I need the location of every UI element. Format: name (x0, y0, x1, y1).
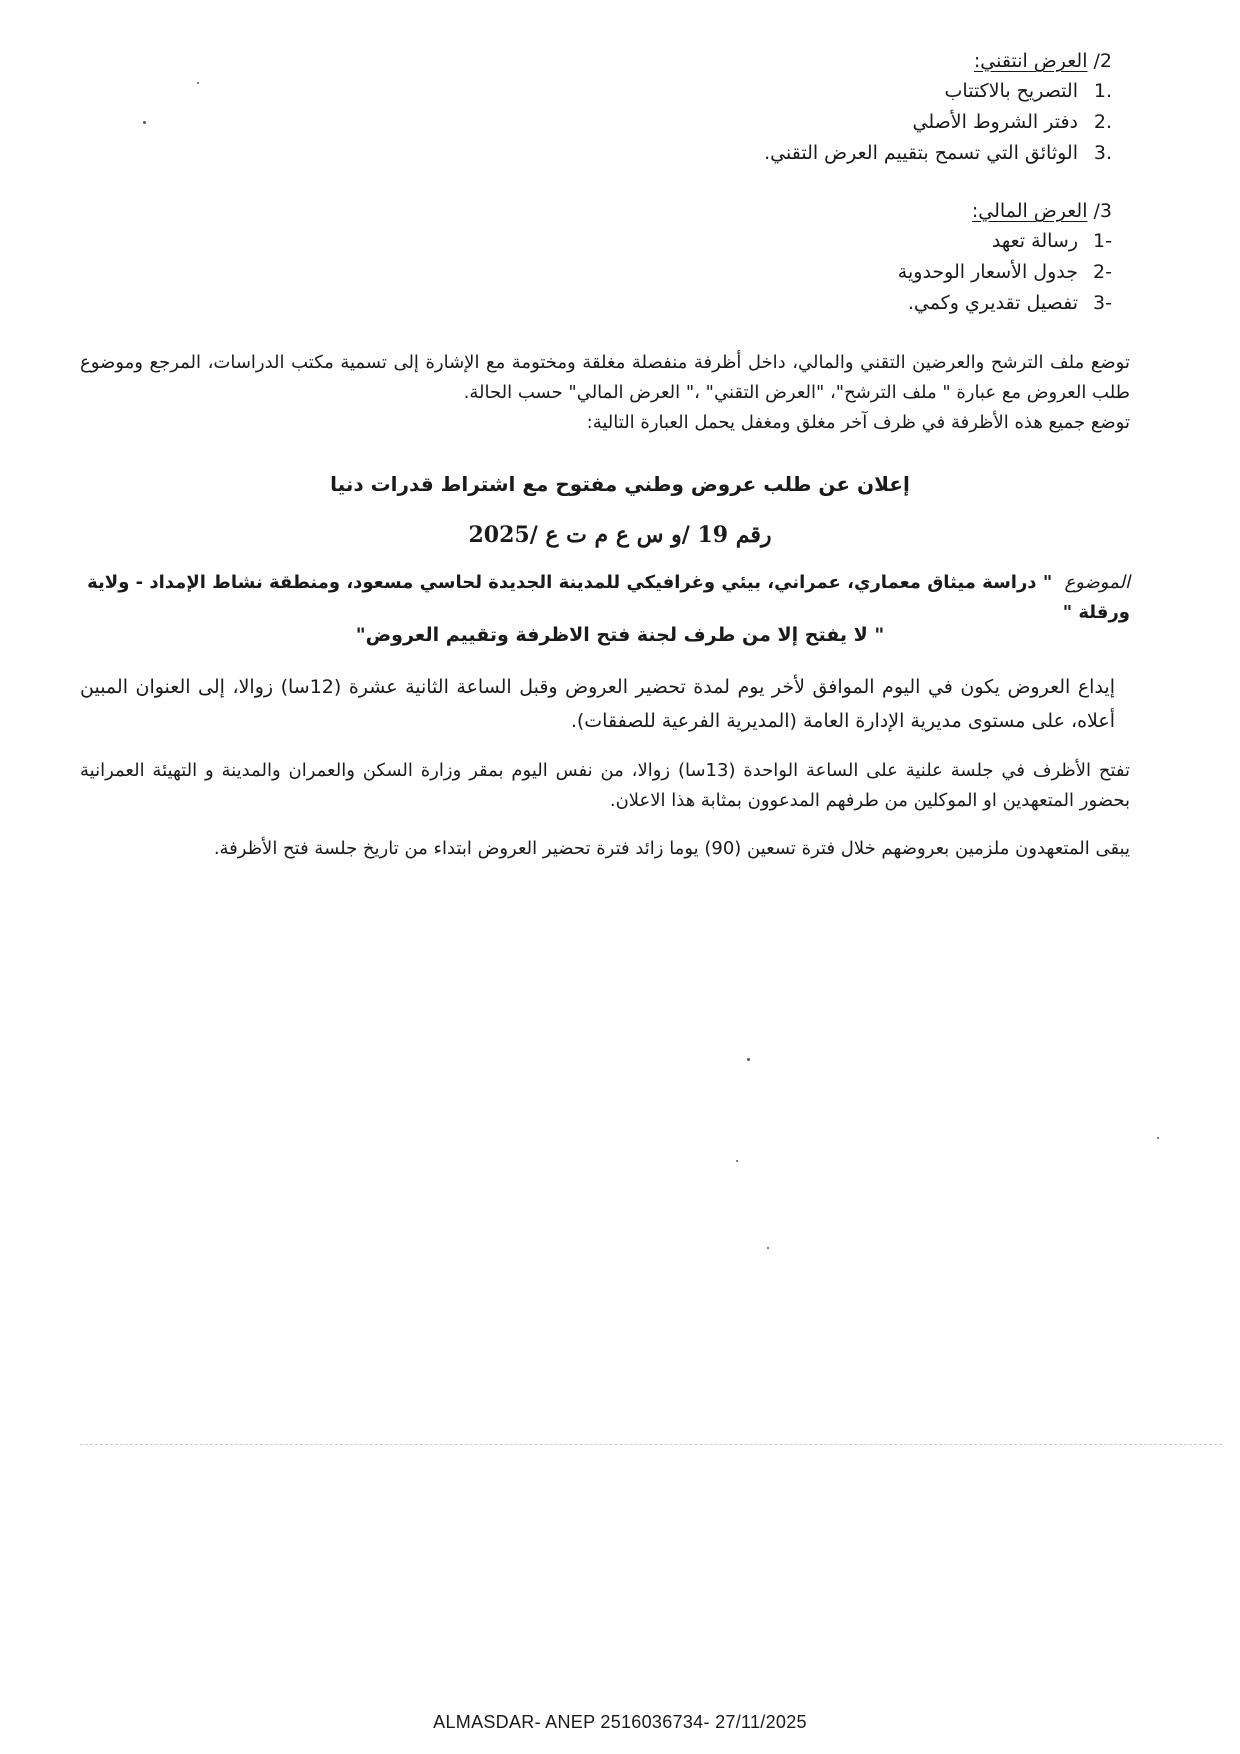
envelopes-section (80, 348, 1130, 438)
technical-offer-list (512, 76, 1112, 169)
list-marker: .1 (1093, 80, 1112, 102)
technical-offer-title: العرض انتقني: (973, 50, 1088, 72)
announcement-title-text: إعلان عن طلب عروض وطني مفتوح مع اشتراط قدرات دنيا (330, 472, 910, 496)
list-item-text: التصريح بالاكتتاب (944, 80, 1078, 102)
envelopes-paragraph: توضع ملف الترشح والعرضين التقني والمالي، داخل أظرفة منفصلة مغلقة ومختومة مع الإشارة إلى تسمية مكتب الدراسات، المرجع وموضوع طلب العروض مع عبارة " ملف الترشح"، "العرض التقني" ،" العرض المالي" حسب الحالة. (80, 352, 1130, 403)
list-marker: .2 (1093, 111, 1112, 133)
scan-speck (197, 82, 199, 84)
footer-text: ALMASDAR- ANEP 2516036734- 27/11/2025 (433, 1712, 807, 1732)
deposit-section (80, 670, 1115, 738)
scan-speck (1157, 1137, 1159, 1139)
scan-speck (143, 121, 146, 124)
list-item (512, 257, 1112, 288)
list-item (512, 226, 1112, 257)
technical-offer-number: 2/ (1093, 50, 1112, 72)
list-item (512, 138, 1112, 169)
announcement-title (0, 472, 1240, 496)
reference-number (0, 522, 1240, 548)
validity-paragraph: يبقى المتعهدون ملزمين بعروضهم خلال فترة تسعين (90) يوما زائد فترة تحضير العروض ابتداء من تاريخ جلسة فتح الأظرفة. (213, 838, 1130, 859)
scan-speck (736, 1160, 738, 1162)
financial-offer-section (512, 196, 1112, 319)
deposit-paragraph: إيداع العروض يكون في اليوم الموافق لأخر يوم لمدة تحضير العروض وقبل الساعة الثانية عشرة (12سا) زوالا، إلى العنوان المبين أعلاه، على مستوى مديرية الإدارة العامة (المديرية الفرعية للصفقات). (80, 676, 1115, 732)
list-item-text: رسالة تعهد (991, 230, 1078, 252)
scan-divider (80, 1444, 1222, 1445)
financial-offer-list (512, 226, 1112, 319)
scan-speck (767, 1247, 769, 1249)
do-not-open-text: " لا يفتح إلا من طرف لجنة فتح الاظرفة وتقييم العروض" (355, 624, 885, 646)
list-item (512, 288, 1112, 319)
subject-label: الموضوع (1064, 572, 1130, 593)
scan-speck (747, 1058, 750, 1061)
subject-text: " دراسة ميثاق معماري، عمراني، بيئي وغرافيكي للمدينة الجديدة لحاسي مسعود، ومنطقة نشاط الإمداد - ولاية ورقلة " (87, 572, 1130, 623)
validity-section (80, 834, 1130, 864)
subject-line (80, 568, 1130, 628)
list-item-text: دفتر الشروط الأصلي (912, 111, 1078, 133)
reference-number-text: رقم 19 /و س ع م ت ع /2025 (468, 522, 772, 548)
opening-paragraph: تفتح الأظرف في جلسة علنية على الساعة الواحدة (13سا) زوالا، من نفس اليوم بمقر وزارة السكن والعمران والمدينة و التهيئة العمرانية بحضور المتعهدين او الموكلين من طرفهم المدعوون بمثابة هذا الاعلان. (80, 760, 1131, 811)
financial-offer-title: العرض المالي: (971, 200, 1088, 222)
list-item (512, 107, 1112, 138)
footer-reference (0, 1712, 1240, 1733)
list-item (512, 76, 1112, 107)
list-marker: -3 (1093, 292, 1112, 314)
list-marker: -2 (1093, 261, 1112, 283)
opening-section (80, 756, 1130, 816)
list-item-text: تفصيل تقديري وكمي. (907, 292, 1078, 314)
list-marker: -1 (1093, 230, 1112, 252)
list-item-text: الوثائق التي تسمح بتقييم العرض التقني. (764, 142, 1078, 164)
technical-offer-section (512, 46, 1112, 169)
list-marker: .3 (1093, 142, 1112, 164)
financial-offer-number: 3/ (1093, 200, 1112, 222)
financial-offer-heading (512, 196, 1112, 226)
outer-envelope-line: توضع جميع هذه الأظرفة في ظرف آخر مغلق ومغفل يحمل العبارة التالية: (586, 412, 1130, 433)
list-item-text: جدول الأسعار الوحدوية (897, 261, 1078, 283)
technical-offer-heading (512, 46, 1112, 76)
do-not-open-notice (0, 624, 1240, 646)
